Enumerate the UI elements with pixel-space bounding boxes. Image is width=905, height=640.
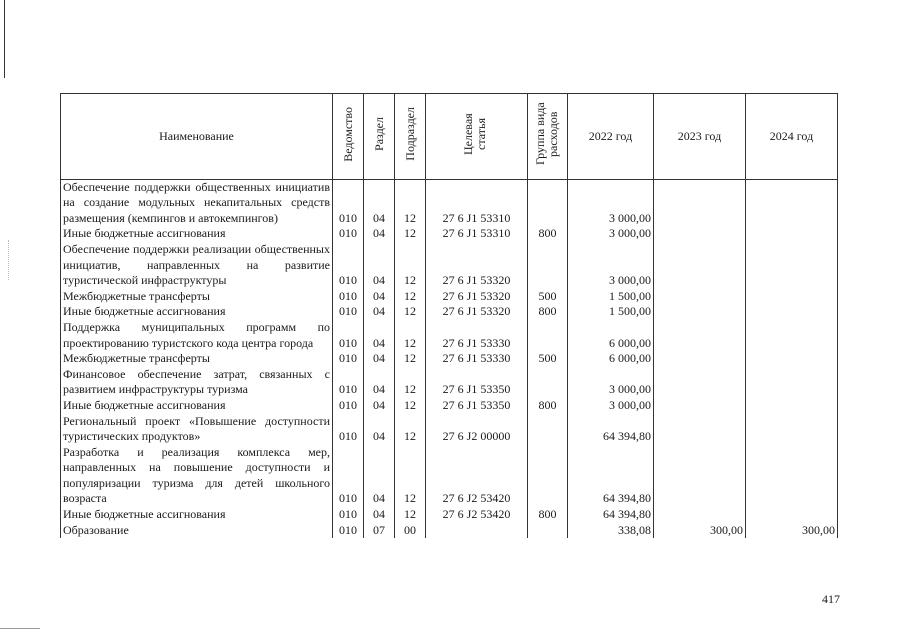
row-name: Региональный проект «Повышение доступности туристических продуктов» (61, 414, 333, 445)
row-amount-2024 (746, 242, 838, 289)
row-amount-2024 (746, 445, 838, 507)
row-vid-rashodov (528, 179, 568, 226)
row-vid-rashodov: 800 (528, 507, 568, 523)
row-razdel: 04 (364, 304, 395, 320)
table-row (61, 398, 838, 414)
row-vedomstvo: 010 (333, 398, 364, 414)
row-celevaya-statya: 27 6 J1 53330 (426, 320, 528, 351)
row-amount-2022: 3 000,00 (568, 242, 654, 289)
row-razdel: 07 (364, 523, 395, 539)
row-podrazdel: 12 (395, 414, 426, 445)
row-podrazdel: 12 (395, 507, 426, 523)
row-amount-2023 (654, 414, 746, 445)
header-celevaya-statya: Целевая статья (426, 94, 528, 180)
table-row (61, 242, 838, 289)
row-amount-2022: 3 000,00 (568, 367, 654, 398)
row-podrazdel: 12 (395, 179, 426, 226)
row-name: Образование (61, 523, 333, 539)
row-razdel: 04 (364, 367, 395, 398)
table-row (61, 351, 838, 367)
row-amount-2024 (746, 320, 838, 351)
row-name: Обеспечение поддержки реализации общественных инициатив, направленных на развитие туристической инфраструктуры (61, 242, 333, 289)
row-name: Иные бюджетные ассигнования (61, 398, 333, 414)
row-amount-2024 (746, 179, 838, 226)
row-celevaya-statya (426, 523, 528, 539)
row-vid-rashodov (528, 367, 568, 398)
row-amount-2024 (746, 226, 838, 242)
row-podrazdel: 00 (395, 523, 426, 539)
row-amount-2024 (746, 351, 838, 367)
header-2022: 2022 год (568, 94, 654, 180)
row-razdel: 04 (364, 398, 395, 414)
row-vedomstvo: 010 (333, 507, 364, 523)
header-name: Наименование (61, 94, 333, 180)
row-podrazdel: 12 (395, 304, 426, 320)
row-celevaya-statya: 27 6 J1 53320 (426, 242, 528, 289)
row-vid-rashodov (528, 445, 568, 507)
row-name: Иные бюджетные ассигнования (61, 304, 333, 320)
row-amount-2024 (746, 398, 838, 414)
row-celevaya-statya: 27 6 J1 53330 (426, 351, 528, 367)
row-amount-2023: 300,00 (654, 523, 746, 539)
scan-margin-dots (8, 240, 10, 280)
row-amount-2023 (654, 320, 746, 351)
row-vedomstvo: 010 (333, 242, 364, 289)
scan-bottom-line (0, 628, 40, 629)
row-podrazdel: 12 (395, 289, 426, 305)
row-celevaya-statya: 27 6 J2 53420 (426, 507, 528, 523)
page-number: 417 (822, 592, 840, 606)
row-amount-2022: 1 500,00 (568, 289, 654, 305)
table-row (61, 226, 838, 242)
row-amount-2023 (654, 304, 746, 320)
row-vid-rashodov: 800 (528, 226, 568, 242)
table-row (61, 507, 838, 523)
row-name: Иные бюджетные ассигнования (61, 507, 333, 523)
row-vedomstvo: 010 (333, 445, 364, 507)
row-vid-rashodov: 800 (528, 304, 568, 320)
row-amount-2023 (654, 367, 746, 398)
row-amount-2023 (654, 289, 746, 305)
row-amount-2022: 64 394,80 (568, 507, 654, 523)
row-vedomstvo: 010 (333, 367, 364, 398)
row-name: Поддержка муниципальных программ по проектированию туристского кода центра города (61, 320, 333, 351)
row-celevaya-statya: 27 6 J1 53310 (426, 226, 528, 242)
row-name: Иные бюджетные ассигнования (61, 226, 333, 242)
row-name: Обеспечение поддержки общественных инициатив на создание модульных некапитальных средств размещения (кемпингов и автокемпингов) (61, 179, 333, 226)
row-amount-2022: 6 000,00 (568, 351, 654, 367)
row-vid-rashodov (528, 523, 568, 539)
row-celevaya-statya: 27 6 J1 53350 (426, 367, 528, 398)
row-amount-2024 (746, 367, 838, 398)
row-razdel: 04 (364, 179, 395, 226)
row-amount-2022: 1 500,00 (568, 304, 654, 320)
row-amount-2024 (746, 304, 838, 320)
row-vid-rashodov (528, 320, 568, 351)
row-amount-2024 (746, 414, 838, 445)
row-amount-2022: 3 000,00 (568, 179, 654, 226)
row-vedomstvo: 010 (333, 320, 364, 351)
table-header-row (61, 94, 838, 180)
table-row (61, 523, 838, 539)
row-vedomstvo: 010 (333, 289, 364, 305)
row-razdel: 04 (364, 414, 395, 445)
row-amount-2023 (654, 398, 746, 414)
table-row (61, 445, 838, 507)
row-amount-2022: 6 000,00 (568, 320, 654, 351)
row-celevaya-statya: 27 6 J1 53350 (426, 398, 528, 414)
row-razdel: 04 (364, 351, 395, 367)
row-razdel: 04 (364, 226, 395, 242)
row-vedomstvo: 010 (333, 304, 364, 320)
row-vid-rashodov: 800 (528, 398, 568, 414)
row-vid-rashodov: 500 (528, 289, 568, 305)
row-name: Межбюджетные трансферты (61, 289, 333, 305)
row-amount-2023 (654, 179, 746, 226)
table-row (61, 304, 838, 320)
row-amount-2024 (746, 289, 838, 305)
row-amount-2024: 300,00 (746, 523, 838, 539)
row-amount-2022: 64 394,80 (568, 414, 654, 445)
row-amount-2023 (654, 242, 746, 289)
row-podrazdel: 12 (395, 445, 426, 507)
row-vedomstvo: 010 (333, 523, 364, 539)
row-vedomstvo: 010 (333, 351, 364, 367)
row-amount-2024 (746, 507, 838, 523)
row-vid-rashodov: 500 (528, 351, 568, 367)
row-vedomstvo: 010 (333, 179, 364, 226)
row-podrazdel: 12 (395, 320, 426, 351)
row-podrazdel: 12 (395, 398, 426, 414)
row-podrazdel: 12 (395, 242, 426, 289)
scan-edge-line (4, 0, 5, 78)
header-2023: 2023 год (654, 94, 746, 180)
row-amount-2022: 338,08 (568, 523, 654, 539)
row-celevaya-statya: 27 6 J1 53320 (426, 289, 528, 305)
table-row (61, 320, 838, 351)
table-row (61, 414, 838, 445)
row-vid-rashodov (528, 242, 568, 289)
table-row (61, 367, 838, 398)
row-name: Разработка и реализация комплекса мер, направленных на повышение доступности и популяризации туризма для детей школьного возраста (61, 445, 333, 507)
row-razdel: 04 (364, 445, 395, 507)
row-celevaya-statya: 27 6 J1 53320 (426, 304, 528, 320)
row-amount-2022: 64 394,80 (568, 445, 654, 507)
row-razdel: 04 (364, 289, 395, 305)
table-row (61, 179, 838, 226)
row-celevaya-statya: 27 6 J2 00000 (426, 414, 528, 445)
row-razdel: 04 (364, 242, 395, 289)
row-amount-2023 (654, 445, 746, 507)
row-celevaya-statya: 27 6 J2 53420 (426, 445, 528, 507)
row-amount-2023 (654, 226, 746, 242)
row-amount-2022: 3 000,00 (568, 226, 654, 242)
header-podrazdel: Подраздел (395, 94, 426, 180)
header-vedomstvo: Ведомство (333, 94, 364, 180)
row-name: Межбюджетные трансферты (61, 351, 333, 367)
row-name: Финансовое обеспечение затрат, связанных с развитием инфраструктуры туризма (61, 367, 333, 398)
row-amount-2022: 3 000,00 (568, 398, 654, 414)
row-vedomstvo: 010 (333, 226, 364, 242)
row-celevaya-statya: 27 6 J1 53310 (426, 179, 528, 226)
row-podrazdel: 12 (395, 226, 426, 242)
row-podrazdel: 12 (395, 351, 426, 367)
table-row (61, 289, 838, 305)
header-razdel: Раздел (364, 94, 395, 180)
row-vedomstvo: 010 (333, 414, 364, 445)
row-amount-2023 (654, 507, 746, 523)
row-vid-rashodov (528, 414, 568, 445)
row-amount-2023 (654, 351, 746, 367)
row-podrazdel: 12 (395, 367, 426, 398)
header-gruppa-vida-rashodov: Группа вида расходов (528, 94, 568, 180)
row-razdel: 04 (364, 507, 395, 523)
row-razdel: 04 (364, 320, 395, 351)
budget-table (60, 93, 838, 538)
header-2024: 2024 год (746, 94, 838, 180)
